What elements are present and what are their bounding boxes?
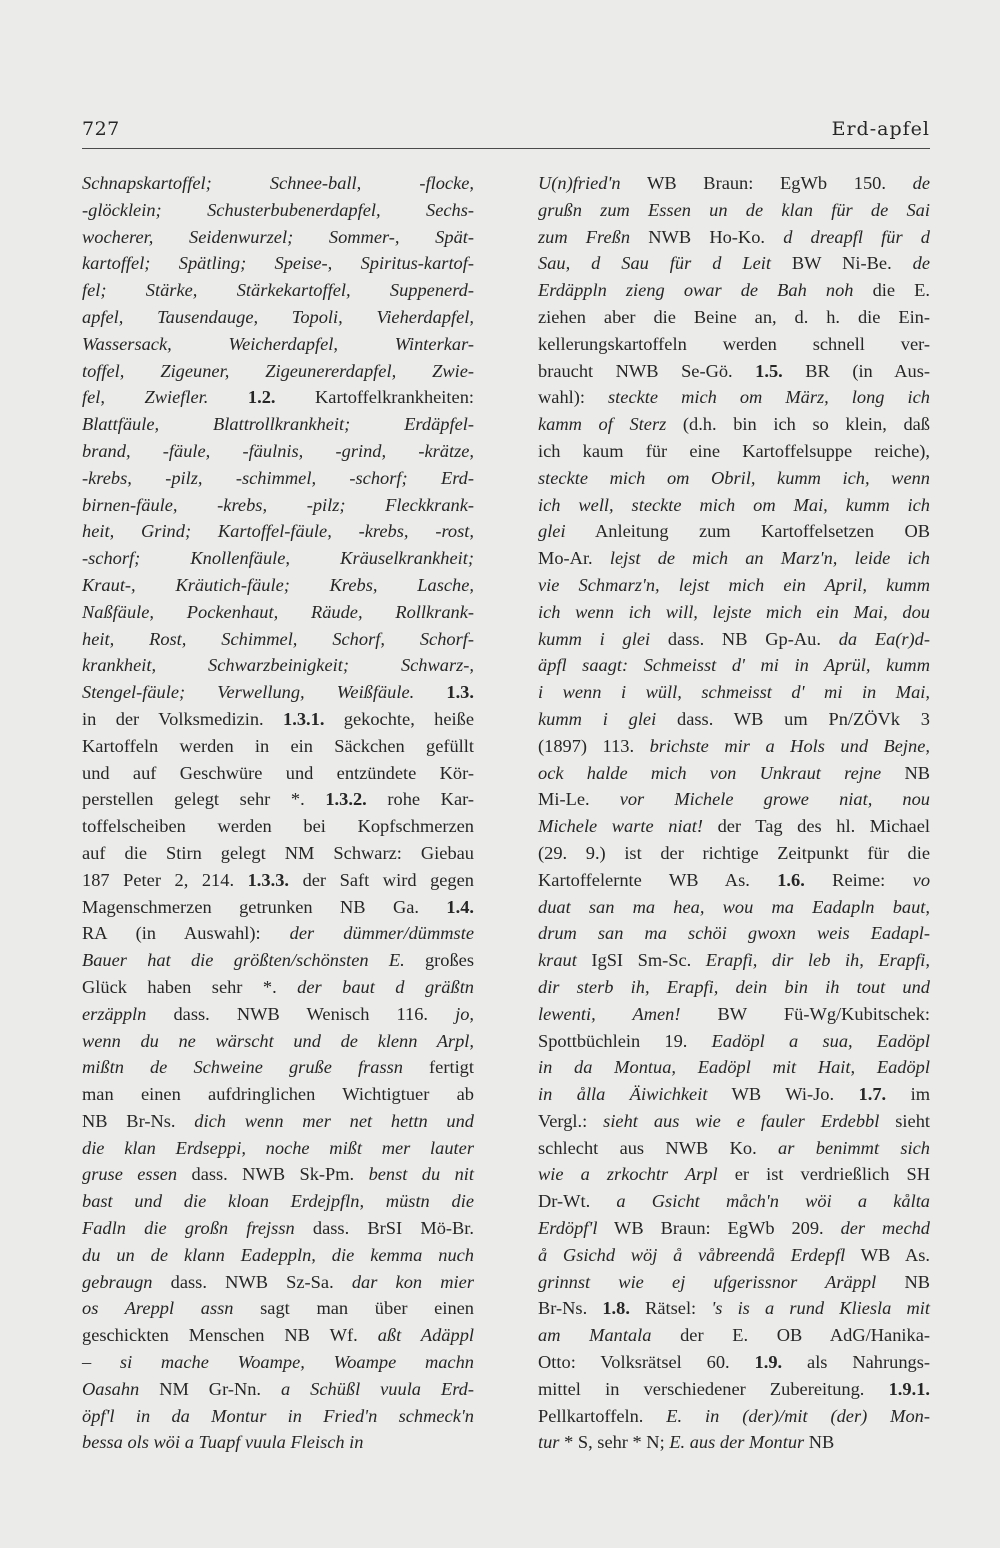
text-line [538, 277, 930, 304]
text-run: 1.3.2. [325, 789, 367, 810]
text-line [82, 170, 474, 197]
text-run: Naßfäule, Pockenhaut, Räude, Rollkrank- [82, 601, 474, 622]
text-run: fel; Stärke, Stärkekartoffel, Suppenerd- [82, 280, 474, 301]
text-run: Blattfäule, Blattrollkrankheit; Erdäpfel- [82, 414, 474, 435]
text-run: ziehen aber die Beine an, d. h. die Ein- [538, 306, 930, 327]
text-run: heit, Grind; Kartoffel-fäule, -krebs, -rost, [82, 521, 474, 542]
text-run: steckte mich om März, long ich [608, 387, 930, 408]
text-run: öpf'l in da Montur in Fried'n schmeck'n [82, 1405, 474, 1426]
text-run: – si mache Woampe, Woampe machn [82, 1352, 474, 1373]
text-run: sieht aus wie e fauler Erdebbl [603, 1110, 880, 1131]
text-run: Pellkartoffeln. [538, 1405, 667, 1426]
text-line [82, 894, 474, 921]
text-line [82, 974, 474, 1001]
text-run: WB As. [845, 1244, 930, 1265]
text-run: NWB Ho-Ko. [630, 226, 784, 247]
text-line [82, 599, 474, 626]
text-line [82, 1429, 474, 1456]
text-run: WB Braun: EgWb 150. [620, 173, 913, 193]
text-run: dass. BrSI Mö-Br. [294, 1218, 475, 1239]
text-line [538, 840, 930, 867]
text-run: glei [538, 521, 566, 542]
text-run: de [912, 173, 930, 193]
text-run: die klan Erdseppi, noche mißt mer lauter [82, 1137, 474, 1158]
text-run: Michele warte niat! [538, 816, 703, 837]
text-run: 1.5. [755, 360, 783, 381]
text-line [538, 1001, 930, 1028]
text-line [538, 947, 930, 974]
text-line [82, 1295, 474, 1322]
text-run: der dümmer/dümmste [289, 923, 474, 944]
text-run: duat san ma hea, wou ma Eadapln baut, [538, 896, 930, 917]
text-line [82, 1322, 474, 1349]
text-line [538, 250, 930, 277]
text-run: der E. OB AdG/Hanika- [651, 1325, 930, 1346]
text-run: du un de klann Eadeppln, die kemma nuch [82, 1244, 474, 1265]
text-line [82, 250, 474, 277]
text-run: in der Volksmedizin. [82, 708, 284, 729]
text-run: 1.7. [858, 1084, 887, 1105]
text-line [538, 1135, 930, 1162]
text-line [538, 599, 930, 626]
text-run: -schorf; Knollenfäule, Kräuselkrankheit; [82, 548, 474, 569]
text-run: drum san ma schöi gwoxn weis Eadapl- [538, 923, 930, 944]
text-run: Wassersack, Weicherdapfel, Winterkar- [82, 333, 474, 354]
text-line [82, 384, 474, 411]
text-run: vo [912, 869, 931, 890]
text-run: dass. NB Gp-Au. [650, 628, 839, 649]
text-line [82, 358, 474, 385]
text-run: vie Schmarz'n, lejst mich ein April, kumm [538, 574, 930, 595]
text-run: toffelscheiben werden bei Kopfschmerzen [82, 816, 474, 837]
text-run: BR (in Aus- [782, 360, 930, 381]
text-line [82, 1081, 474, 1108]
text-line [538, 304, 930, 331]
text-line [82, 331, 474, 358]
text-line [538, 170, 930, 197]
text-line [538, 760, 930, 787]
text-run: Mi-Le. [538, 789, 620, 810]
text-line [538, 331, 930, 358]
text-run: sieht [879, 1110, 930, 1131]
text-run: ich well, steckte mich om Mai, kumm ich [538, 494, 930, 515]
text-run: Eadöpl a sua, Eadöpl [711, 1030, 930, 1051]
text-run: im [886, 1084, 931, 1105]
text-line [538, 1161, 930, 1188]
text-run: (d.h. bin ich so klein, daß [666, 414, 930, 435]
text-line [538, 1242, 930, 1269]
text-run: dass. NWB Wenisch 116. [146, 1003, 456, 1024]
text-run: dass. WB um Pn/ZÖVk 3 [656, 708, 930, 729]
text-run: kartoffel; Spätling; Speise-, Spiritus-kartof- [82, 253, 474, 274]
text-line [82, 920, 474, 947]
page-number: 727 [82, 118, 120, 140]
text-run: mißtn de Schweine gruße frassn [82, 1057, 403, 1078]
text-line [538, 706, 930, 733]
text-run: benst du nit [368, 1164, 474, 1185]
text-line [538, 518, 930, 545]
text-line [538, 1322, 930, 1349]
text-run: Stengel-fäule; Verwellung, Weißfäule. [82, 682, 415, 703]
text-line [538, 813, 930, 840]
text-run: Br-Ns. [538, 1298, 603, 1319]
text-run: auf die Stirn gelegt NM Schwarz: Giebau [82, 842, 474, 863]
text-run: am Mantala [538, 1325, 652, 1346]
text-run: Schnapskartoffel; Schnee-ball, -flocke, [82, 173, 474, 193]
text-run: dich wenn mer net hettn und [194, 1110, 474, 1131]
text-run: wie a zrkochtr Arpl [538, 1164, 718, 1185]
text-run: Kartoffelkrankheiten: [275, 387, 474, 408]
text-run: der Saft wird gegen [289, 869, 474, 890]
running-head: Erd-apfel [831, 118, 930, 140]
text-run: grinnst wie ej ufgerissnor Aräppl [538, 1271, 877, 1292]
text-line [82, 786, 474, 813]
text-line [82, 1028, 474, 1055]
text-run: kraut [538, 950, 577, 971]
text-run: dir sterb ih, Erapfi, dein bin ih tout und [538, 976, 930, 997]
text-run: geschickten Menschen NB Wf. [82, 1325, 378, 1346]
text-run: grußn zum Essen un de klan für de Sai [538, 199, 930, 220]
text-run: ich wenn ich will, lejste mich ein Mai, dou [538, 601, 930, 622]
text-line [538, 1081, 930, 1108]
text-run: 1.3.3. [247, 869, 289, 890]
text-run: jo, [455, 1003, 474, 1024]
text-line [82, 1188, 474, 1215]
text-line [538, 1376, 930, 1403]
text-line [538, 224, 930, 251]
text-run: bast und die kloan Erdejpfln, müstn die [82, 1191, 474, 1212]
text-run: WB Wi-Jo. [707, 1084, 859, 1105]
text-run: kumm i glei [538, 708, 657, 729]
text-run: 1.3. [446, 682, 474, 703]
text-run: * S, sehr * N; [559, 1432, 670, 1453]
text-run: man einen aufdringlichen Wichtigtuer ab [82, 1084, 474, 1105]
text-run: ock halde mich von Unkraut rejne [538, 762, 882, 783]
text-run: Vergl.: [538, 1110, 604, 1131]
text-run: die E. [853, 280, 930, 301]
text-run: BW Fü-Wg/Kubitschek: [680, 1003, 930, 1024]
text-run: vor Michele growe niat, nou [619, 789, 930, 810]
text-run: NB Br-Ns. [82, 1110, 195, 1131]
text-run: Reime: [804, 869, 913, 890]
text-line [82, 760, 474, 787]
text-line [82, 492, 474, 519]
text-run: sagt man über einen [233, 1298, 474, 1319]
text-run: fertigt [402, 1057, 474, 1078]
text-line [82, 1135, 474, 1162]
text-run: 1.6. [777, 869, 805, 890]
text-run: wahl): [538, 387, 609, 408]
text-line [538, 626, 930, 653]
text-run: erzäppln [82, 1003, 147, 1024]
text-run: NB [881, 762, 930, 783]
text-run [414, 682, 446, 702]
text-run: gruse essen [82, 1164, 178, 1185]
text-run: brand, -fäule, -fäulnis, -grind, -krätze, [82, 440, 474, 461]
text-run: heit, Rost, Schimmel, Schorf, Schorf- [82, 628, 474, 649]
text-run: de [912, 253, 930, 274]
text-line [538, 920, 930, 947]
text-run: perstellen gelegt sehr *. [82, 789, 326, 810]
text-run: Spottbüchlein 19. [538, 1030, 712, 1051]
text-line [82, 652, 474, 679]
text-run: RA (in Auswahl): [82, 923, 290, 944]
text-run: Oasahn [82, 1378, 140, 1399]
text-line [538, 894, 930, 921]
text-run: BW Ni-Be. [770, 253, 913, 274]
text-line [82, 304, 474, 331]
text-run: dass. NWB Sk-Pm. [177, 1164, 369, 1185]
text-run: rohe Kar- [366, 789, 474, 810]
text-line [82, 706, 474, 733]
text-run: å Gsichd wöj å våbreendå Erdepfl [538, 1244, 846, 1265]
text-run: braucht NWB Se-Gö. [538, 360, 756, 381]
text-line [538, 411, 930, 438]
text-line [82, 224, 474, 251]
text-run: kellerungskartoffeln werden schnell ver- [538, 333, 930, 354]
text-line [538, 1295, 930, 1322]
right-text-column [538, 170, 930, 1456]
text-line [82, 572, 474, 599]
text-run: -glöcklein; Schusterbubenerdapfel, Sechs- [82, 199, 474, 220]
text-line [82, 465, 474, 492]
text-run: wocherer, Seidenwurzel; Sommer-, Spät- [82, 226, 474, 247]
text-line [82, 518, 474, 545]
text-run: brichste mir a Hols und Bejne, [649, 735, 930, 756]
text-run: a Gsicht måch'n wöi a kålta [616, 1191, 930, 1212]
text-run: 1.4. [446, 896, 474, 917]
text-line [538, 1349, 930, 1376]
text-run: Magenschmerzen getrunken NB Ga. [82, 896, 447, 917]
text-run: bessa ols wöi a Tuapf vuula Fleisch in [82, 1432, 364, 1453]
text-line [538, 1215, 930, 1242]
text-run: wenn du ne wärscht und de klenn Arpl, [82, 1030, 474, 1051]
text-run: da Ea(r)d- [838, 628, 930, 649]
text-run: i wenn i wüll, schmeisst d' mi in Mai, [538, 682, 930, 703]
text-run: WB Braun: EgWb 209. [597, 1218, 841, 1239]
text-run: gekochte, heiße [324, 708, 475, 729]
text-run: -krebs, -pilz, -schimmel, -schorf; Erd- [82, 467, 474, 488]
text-run: ar benimmt sich [778, 1137, 931, 1158]
text-line [82, 197, 474, 224]
text-run: 1.9. [754, 1352, 783, 1373]
text-run: steckte mich om Obril, kumm ich, wenn [538, 467, 930, 488]
text-run: Sau, d Sau für d Leit [538, 253, 771, 274]
text-line [538, 465, 930, 492]
text-run: E. aus der Montur [669, 1432, 805, 1453]
text-run: als Nahrungs- [782, 1352, 930, 1373]
text-line [538, 197, 930, 224]
text-run: Kartoffelernte WB As. [538, 869, 778, 890]
text-run: Erapfi, dir leb ih, Erapfi, [705, 950, 930, 971]
text-line [82, 1001, 474, 1028]
text-line [82, 277, 474, 304]
text-run: dass. NWB Sz-Sa. [152, 1271, 352, 1292]
text-run: 187 Peter 2, 214. [82, 869, 248, 890]
text-line [538, 1429, 930, 1456]
text-run: zum Freßn [538, 226, 631, 247]
text-run: NM Gr-Nn. [139, 1378, 281, 1399]
text-run: dar kon mier [351, 1271, 474, 1292]
text-run: in da Montua, Eadöpl mit Hait, Eadöpl [538, 1057, 930, 1078]
text-line [82, 947, 474, 974]
text-run: 1.2. [247, 387, 276, 408]
text-run: lejst de mich an Marz'n, leide ich [609, 548, 930, 569]
text-run: gebraugn [82, 1271, 153, 1292]
text-run: apfel, Tausendauge, Topoli, Vieherdapfel, [82, 306, 474, 327]
text-run: Bauer hat die größten/schönsten E. [82, 950, 405, 971]
text-run: in ålla Äiwichkeit [538, 1084, 708, 1105]
text-run: 's is a rund Kliesla mit [711, 1298, 930, 1319]
text-run: großes [404, 950, 474, 971]
text-line [538, 1269, 930, 1296]
text-run: aßt Adäppl [377, 1325, 474, 1346]
text-line [538, 1028, 930, 1055]
text-run: äpfl saagt: Schmeisst d' mi in Aprül, kumm [538, 655, 930, 676]
text-run: schlecht aus NWB Ko. [538, 1137, 779, 1158]
text-run: Rätsel: [629, 1298, 712, 1319]
text-line [538, 867, 930, 894]
text-run: der baut d gräßtn [297, 976, 475, 997]
text-run: 1.8. [602, 1298, 630, 1319]
text-run: U(n)fried'n [538, 173, 621, 193]
text-line [538, 384, 930, 411]
text-run: er ist verdrießlich SH [717, 1164, 930, 1185]
text-run: krankheit, Schwarzbeinigkeit; Schwarz-, [82, 655, 474, 676]
text-run: kamm of Sterz [538, 414, 667, 435]
text-line [82, 438, 474, 465]
text-run: Dr-Wt. [538, 1191, 617, 1212]
text-run: Erdöpf'l [538, 1218, 598, 1239]
page-header [82, 116, 930, 149]
text-line [538, 1108, 930, 1135]
text-line [538, 974, 930, 1001]
text-line [538, 786, 930, 813]
text-line [538, 438, 930, 465]
text-run: fel, Zwiefler. [82, 387, 209, 408]
text-line [538, 572, 930, 599]
text-line [538, 492, 930, 519]
text-run: Kraut-, Kräutich-fäule; Krebs, Lasche, [82, 574, 474, 595]
text-run: Erdäppln zieng owar de Bah noh [538, 280, 854, 301]
text-line [538, 1403, 930, 1430]
text-line [538, 733, 930, 760]
text-run: NB [876, 1271, 930, 1292]
text-run: 1.3.1. [283, 708, 325, 729]
text-run: (1897) 113. [538, 735, 650, 756]
text-line [82, 1108, 474, 1135]
text-run: und auf Geschwüre und entzündete Kör- [82, 762, 474, 783]
text-run: der mechd [840, 1218, 930, 1239]
text-line [82, 867, 474, 894]
text-line [538, 545, 930, 572]
text-line [82, 733, 474, 760]
text-line [82, 626, 474, 653]
text-line [82, 1215, 474, 1242]
text-line [82, 1161, 474, 1188]
text-run: lewenti, Amen! [538, 1003, 681, 1024]
text-line [82, 1403, 474, 1430]
text-run: (29. 9.) ist der richtige Zeitpunkt für die [538, 842, 930, 863]
text-line [82, 545, 474, 572]
text-run: ich kaum für eine Kartoffelsuppe reiche), [538, 440, 930, 461]
text-run: a Schüßl vuula Erd- [280, 1378, 474, 1399]
left-text-column [82, 170, 474, 1456]
text-run: os Areppl assn [82, 1298, 234, 1319]
text-line [82, 679, 474, 706]
text-run: d dreapfl für d [783, 226, 931, 247]
text-line [82, 813, 474, 840]
text-run: Anleitung zum Kartoffelsetzen OB [565, 521, 930, 542]
text-run: Fadln die großn frejssn [82, 1218, 295, 1239]
text-line [82, 1054, 474, 1081]
text-line [82, 411, 474, 438]
text-run: tur [538, 1432, 560, 1453]
text-line [538, 358, 930, 385]
text-line [538, 679, 930, 706]
text-line [538, 652, 930, 679]
text-line [82, 840, 474, 867]
text-run: kumm i glei [538, 628, 651, 649]
text-line [82, 1376, 474, 1403]
text-run: E. in (der)/mit (der) Mon- [666, 1405, 930, 1426]
text-line [82, 1242, 474, 1269]
text-run: mittel in verschiedener Zubereitung. [538, 1378, 889, 1399]
text-run: IgSI Sm-Sc. [576, 950, 706, 971]
text-run: Otto: Volksrätsel 60. [538, 1352, 755, 1373]
text-run: der Tag des hl. Michael [703, 816, 930, 837]
text-run: Kartoffeln werden in ein Säckchen gefüllt [82, 735, 474, 756]
text-run: toffel, Zigeuner, Zigeunererdapfel, Zwie- [82, 360, 474, 381]
text-line [82, 1269, 474, 1296]
text-run [208, 387, 248, 407]
text-run: Mo-Ar. [538, 548, 610, 569]
text-run: 1.9.1. [888, 1378, 930, 1399]
text-line [82, 1349, 474, 1376]
text-run: Glück haben sehr *. [82, 976, 298, 997]
text-line [538, 1188, 930, 1215]
text-run: birnen-fäule, -krebs, -pilz; Fleckkrank- [82, 494, 474, 515]
text-line [538, 1054, 930, 1081]
text-run: NB [804, 1432, 835, 1453]
